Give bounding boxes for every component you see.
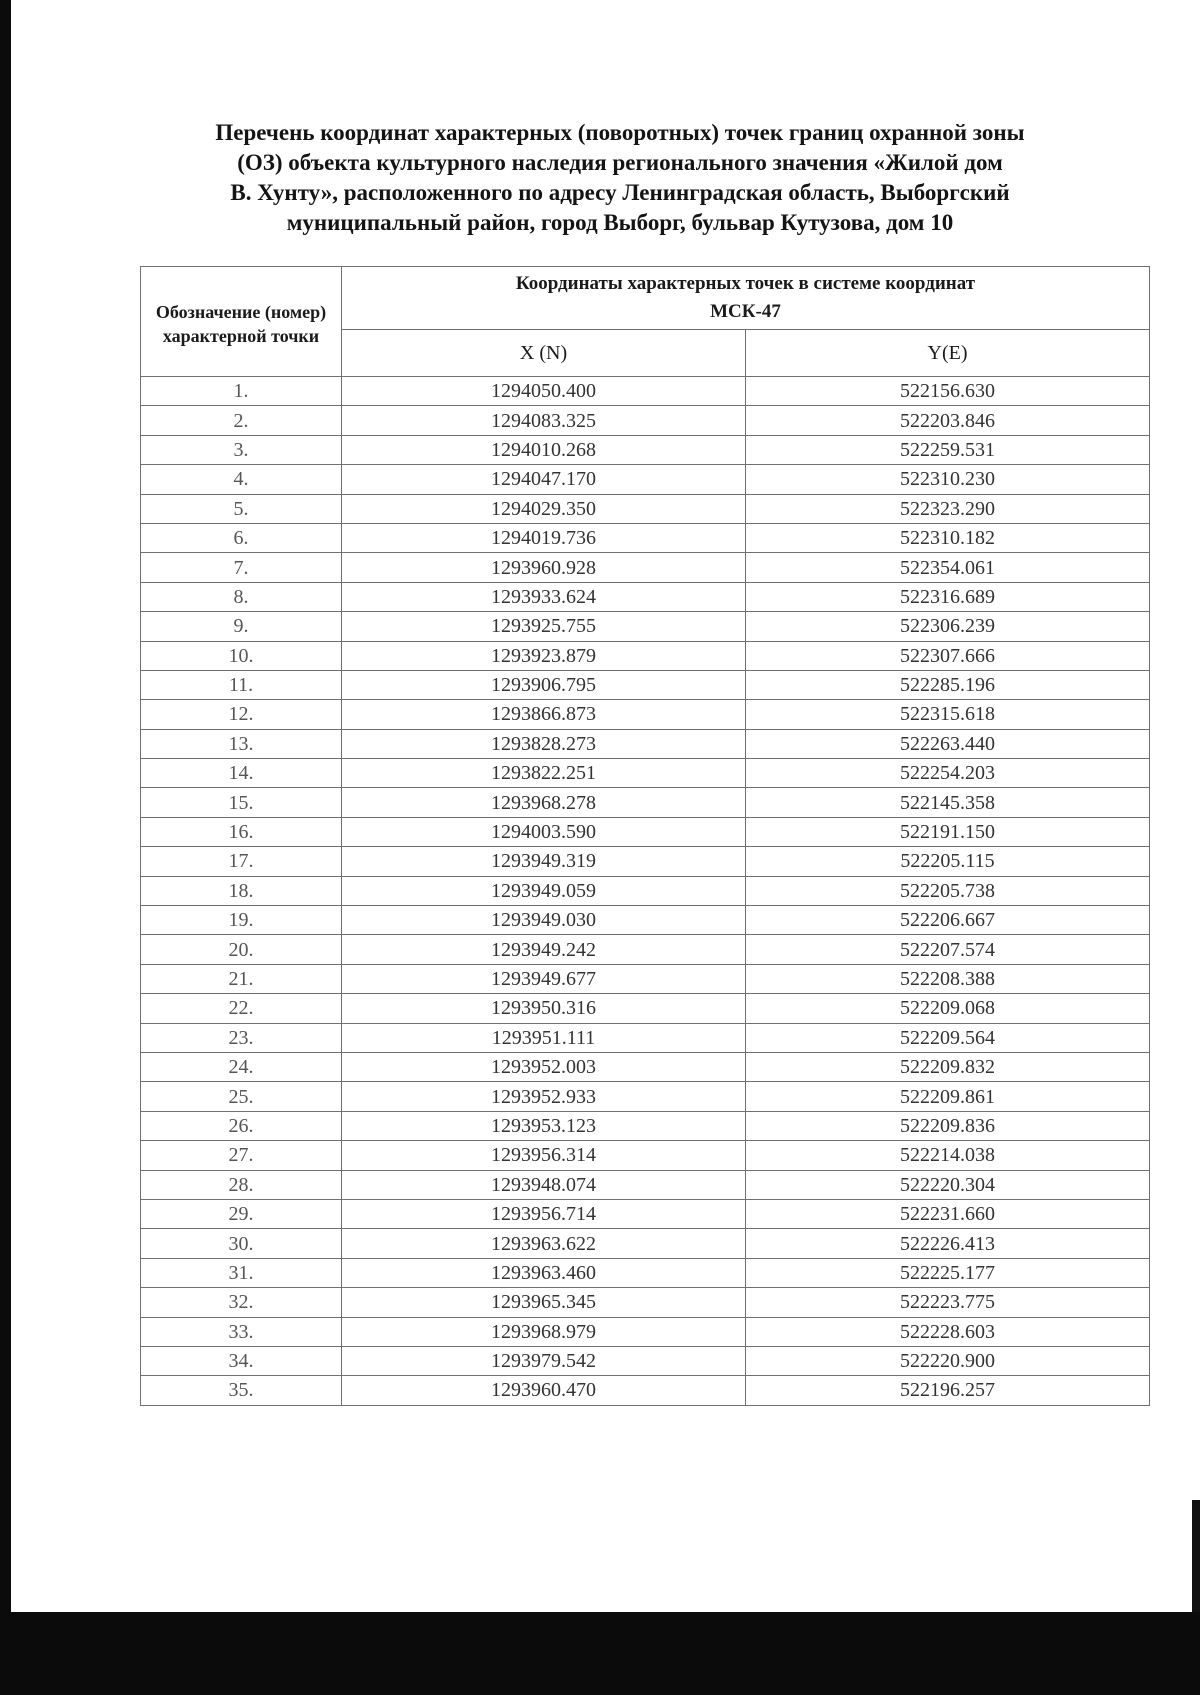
y-coordinate-cell: 522323.290 xyxy=(746,494,1150,523)
x-coordinate-cell: 1293949.677 xyxy=(342,964,746,993)
table-row xyxy=(141,994,1150,1023)
x-coordinate-cell: 1293906.795 xyxy=(342,670,746,699)
y-coordinate-cell: 522226.413 xyxy=(746,1229,1150,1258)
y-coordinate-cell: 522209.068 xyxy=(746,994,1150,1023)
point-number-cell: 18. xyxy=(141,876,342,905)
y-coordinate-cell: 522209.564 xyxy=(746,1023,1150,1052)
x-coordinate-cell: 1293968.278 xyxy=(342,788,746,817)
x-coordinate-cell: 1294029.350 xyxy=(342,494,746,523)
point-number-cell: 25. xyxy=(141,1082,342,1111)
x-coordinate-cell: 1293963.460 xyxy=(342,1258,746,1287)
x-coordinate-cell: 1293952.933 xyxy=(342,1082,746,1111)
y-coordinate-cell: 522310.182 xyxy=(746,523,1150,552)
table-row xyxy=(141,906,1150,935)
table-row xyxy=(141,1141,1150,1170)
y-coordinate-cell: 522206.667 xyxy=(746,906,1150,935)
table-row xyxy=(141,465,1150,494)
table-row xyxy=(141,935,1150,964)
x-coordinate-cell: 1293828.273 xyxy=(342,729,746,758)
scan-edge-right xyxy=(1192,1500,1200,1612)
table-row xyxy=(141,1229,1150,1258)
header-coordinates-line2: МСК-47 xyxy=(710,301,781,322)
table-row xyxy=(141,1346,1150,1375)
table-row xyxy=(141,817,1150,846)
header-x: X (N) xyxy=(342,330,746,377)
x-coordinate-cell: 1293822.251 xyxy=(342,759,746,788)
y-coordinate-cell: 522156.630 xyxy=(746,377,1150,406)
x-coordinate-cell: 1294083.325 xyxy=(342,406,746,435)
coordinates-table xyxy=(140,266,1150,1406)
y-coordinate-cell: 522310.230 xyxy=(746,465,1150,494)
y-coordinate-cell: 522207.574 xyxy=(746,935,1150,964)
title-line: В. Хунту», расположенного по адресу Ленинградская область, Выборгский xyxy=(230,180,1010,205)
table-row xyxy=(141,406,1150,435)
table-row xyxy=(141,1199,1150,1228)
y-coordinate-cell: 522223.775 xyxy=(746,1288,1150,1317)
y-coordinate-cell: 522205.115 xyxy=(746,847,1150,876)
point-number-cell: 34. xyxy=(141,1346,342,1375)
x-coordinate-cell: 1293979.542 xyxy=(342,1346,746,1375)
point-number-cell: 14. xyxy=(141,759,342,788)
point-number-cell: 15. xyxy=(141,788,342,817)
table-row xyxy=(141,876,1150,905)
x-coordinate-cell: 1293956.314 xyxy=(342,1141,746,1170)
x-coordinate-cell: 1293948.074 xyxy=(342,1170,746,1199)
point-number-cell: 21. xyxy=(141,964,342,993)
table-row xyxy=(141,1258,1150,1287)
table-row xyxy=(141,759,1150,788)
x-coordinate-cell: 1293949.030 xyxy=(342,906,746,935)
point-number-cell: 12. xyxy=(141,700,342,729)
point-number-cell: 23. xyxy=(141,1023,342,1052)
y-coordinate-cell: 522354.061 xyxy=(746,553,1150,582)
x-coordinate-cell: 1294003.590 xyxy=(342,817,746,846)
x-coordinate-cell: 1293965.345 xyxy=(342,1288,746,1317)
title-line: (ОЗ) объекта культурного наследия регионального значения «Жилой дом xyxy=(237,150,1003,175)
point-number-cell: 7. xyxy=(141,553,342,582)
y-coordinate-cell: 522259.531 xyxy=(746,435,1150,464)
x-coordinate-cell: 1293949.319 xyxy=(342,847,746,876)
point-number-cell: 30. xyxy=(141,1229,342,1258)
point-number-cell: 27. xyxy=(141,1141,342,1170)
y-coordinate-cell: 522307.666 xyxy=(746,641,1150,670)
x-coordinate-cell: 1293956.714 xyxy=(342,1199,746,1228)
x-coordinate-cell: 1293963.622 xyxy=(342,1229,746,1258)
y-coordinate-cell: 522196.257 xyxy=(746,1376,1150,1405)
point-number-cell: 13. xyxy=(141,729,342,758)
x-coordinate-cell: 1293968.979 xyxy=(342,1317,746,1346)
table-row xyxy=(141,494,1150,523)
x-coordinate-cell: 1293925.755 xyxy=(342,612,746,641)
point-number-cell: 29. xyxy=(141,1199,342,1228)
point-number-cell: 3. xyxy=(141,435,342,464)
table-row xyxy=(141,847,1150,876)
y-coordinate-cell: 522225.177 xyxy=(746,1258,1150,1287)
y-coordinate-cell: 522209.861 xyxy=(746,1082,1150,1111)
point-number-cell: 5. xyxy=(141,494,342,523)
table-row xyxy=(141,1376,1150,1405)
y-coordinate-cell: 522306.239 xyxy=(746,612,1150,641)
y-coordinate-cell: 522285.196 xyxy=(746,670,1150,699)
x-coordinate-cell: 1293933.624 xyxy=(342,582,746,611)
x-coordinate-cell: 1293949.059 xyxy=(342,876,746,905)
point-number-cell: 32. xyxy=(141,1288,342,1317)
y-coordinate-cell: 522316.689 xyxy=(746,582,1150,611)
y-coordinate-cell: 522209.836 xyxy=(746,1111,1150,1140)
point-number-cell: 35. xyxy=(141,1376,342,1405)
x-coordinate-cell: 1293960.928 xyxy=(342,553,746,582)
table-row xyxy=(141,612,1150,641)
point-number-cell: 8. xyxy=(141,582,342,611)
title-line: Перечень координат характерных (поворотных) точек границ охранной зоны xyxy=(215,120,1025,145)
x-coordinate-cell: 1293951.111 xyxy=(342,1023,746,1052)
table-row xyxy=(141,670,1150,699)
table-row xyxy=(141,1052,1150,1081)
header-point-number: Обозначение (номер) характерной точки xyxy=(141,267,342,377)
point-number-cell: 17. xyxy=(141,847,342,876)
point-number-cell: 16. xyxy=(141,817,342,846)
point-number-cell: 28. xyxy=(141,1170,342,1199)
table-row xyxy=(141,435,1150,464)
point-number-cell: 22. xyxy=(141,994,342,1023)
table-row xyxy=(141,1288,1150,1317)
point-number-cell: 6. xyxy=(141,523,342,552)
x-coordinate-cell: 1293952.003 xyxy=(342,1052,746,1081)
point-number-cell: 4. xyxy=(141,465,342,494)
x-coordinate-cell: 1294019.736 xyxy=(342,523,746,552)
point-number-cell: 24. xyxy=(141,1052,342,1081)
y-coordinate-cell: 522220.304 xyxy=(746,1170,1150,1199)
y-coordinate-cell: 522209.832 xyxy=(746,1052,1150,1081)
x-coordinate-cell: 1293953.123 xyxy=(342,1111,746,1140)
table-row xyxy=(141,729,1150,758)
point-number-cell: 33. xyxy=(141,1317,342,1346)
scan-edge-bottom xyxy=(0,1612,1200,1695)
header-coordinates-line1: Координаты характерных точек в системе координат xyxy=(515,273,976,294)
table-row xyxy=(141,964,1150,993)
header-coordinates xyxy=(342,267,1150,330)
table-row xyxy=(141,1023,1150,1052)
y-coordinate-cell: 522220.900 xyxy=(746,1346,1150,1375)
y-coordinate-cell: 522315.618 xyxy=(746,700,1150,729)
table-row xyxy=(141,700,1150,729)
table-body xyxy=(141,377,1150,1406)
table-row xyxy=(141,1317,1150,1346)
x-coordinate-cell: 1294010.268 xyxy=(342,435,746,464)
point-number-cell: 11. xyxy=(141,670,342,699)
x-coordinate-cell: 1293960.470 xyxy=(342,1376,746,1405)
point-number-cell: 9. xyxy=(141,612,342,641)
y-coordinate-cell: 522254.203 xyxy=(746,759,1150,788)
point-number-cell: 31. xyxy=(141,1258,342,1287)
point-number-cell: 20. xyxy=(141,935,342,964)
y-coordinate-cell: 522214.038 xyxy=(746,1141,1150,1170)
y-coordinate-cell: 522231.660 xyxy=(746,1199,1150,1228)
y-coordinate-cell: 522208.388 xyxy=(746,964,1150,993)
scan-edge-left xyxy=(0,0,11,1695)
title-line: муниципальный район, город Выборг, бульвар Кутузова, дом 10 xyxy=(286,210,954,235)
point-number-cell: 10. xyxy=(141,641,342,670)
x-coordinate-cell: 1293866.873 xyxy=(342,700,746,729)
x-coordinate-cell: 1293950.316 xyxy=(342,994,746,1023)
y-coordinate-cell: 522228.603 xyxy=(746,1317,1150,1346)
y-coordinate-cell: 522191.150 xyxy=(746,817,1150,846)
x-coordinate-cell: 1293923.879 xyxy=(342,641,746,670)
table-row xyxy=(141,1170,1150,1199)
table-row xyxy=(141,523,1150,552)
table-row xyxy=(141,788,1150,817)
x-coordinate-cell: 1294050.400 xyxy=(342,377,746,406)
table-row xyxy=(141,377,1150,406)
table-row xyxy=(141,582,1150,611)
x-coordinate-cell: 1294047.170 xyxy=(342,465,746,494)
point-number-cell: 26. xyxy=(141,1111,342,1140)
table-row xyxy=(141,553,1150,582)
document-title xyxy=(120,118,1120,238)
point-number-cell: 2. xyxy=(141,406,342,435)
header-y: Y(E) xyxy=(746,330,1150,377)
table-row xyxy=(141,641,1150,670)
table-row xyxy=(141,1082,1150,1111)
y-coordinate-cell: 522203.846 xyxy=(746,406,1150,435)
y-coordinate-cell: 522263.440 xyxy=(746,729,1150,758)
point-number-cell: 1. xyxy=(141,377,342,406)
point-number-cell: 19. xyxy=(141,906,342,935)
y-coordinate-cell: 522145.358 xyxy=(746,788,1150,817)
x-coordinate-cell: 1293949.242 xyxy=(342,935,746,964)
y-coordinate-cell: 522205.738 xyxy=(746,876,1150,905)
table-row xyxy=(141,1111,1150,1140)
